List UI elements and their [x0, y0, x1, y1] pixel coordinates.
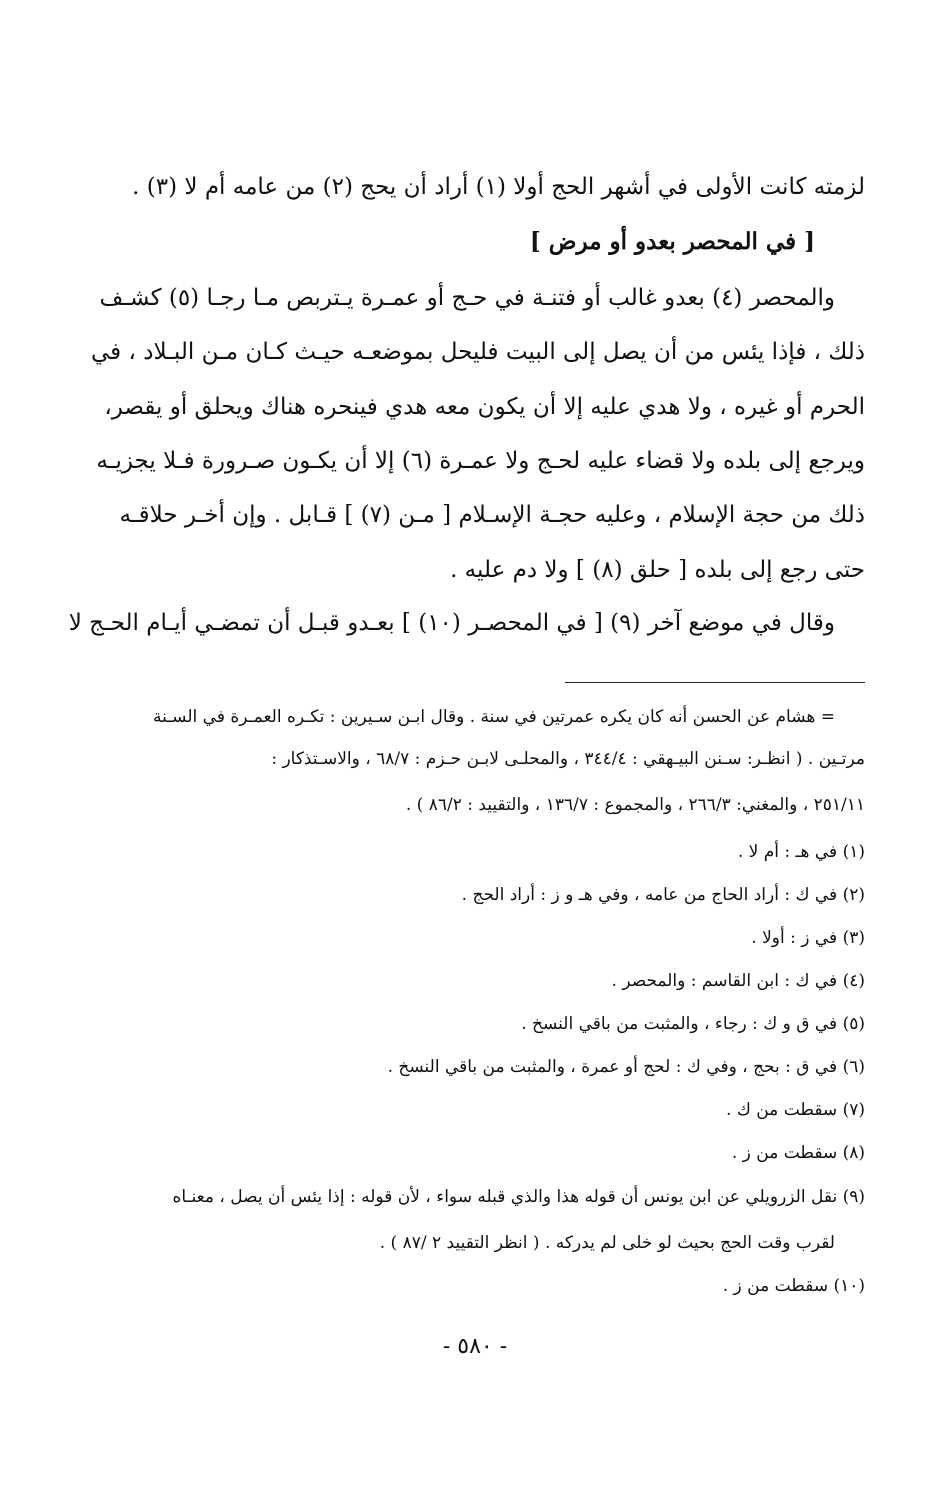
- body-line: ذلك ، فإذا يئس من أن يصل إلى البيت فليحل بموضعـه حيـث كـان مـن البـلاد ، في: [91, 339, 865, 365]
- page-number: - ٥٨٠ -: [442, 1334, 508, 1359]
- footnote-8: (٨) سقطت من ز .: [731, 1143, 865, 1163]
- footnote-7: (٧) سقطت من ك .: [726, 1100, 865, 1120]
- footnote-10: (١٠) سقطت من ز .: [722, 1276, 865, 1296]
- footnote-continuation: ٢٥١/١١ ، والمغني: ٢٦٦/٣ ، والمجموع : ١٣٦/٧ ، والتقييد : ٨٦/٢ ) .: [405, 795, 865, 815]
- footnote-5: (٥) في ق و ك : رجاء ، والمثبت من باقي النسخ .: [521, 1014, 865, 1034]
- footnote-3: (٣) في ز : أولا .: [751, 928, 865, 948]
- body-line: حتى رجع إلى بلده [ حلق (٨) ] ولا دم عليه .: [450, 557, 865, 583]
- footnote-continuation: مرتـين . ( انظـر: سـنن البيـهقي : ٣٤٤/٤ ، والمحلـى لابـن حـزم : ٦٨/٧ ، والاسـتذكار :: [271, 749, 865, 769]
- footnote-2: (٢) في ك : أراد الحاج من عامه ، وفي هـ و ز : أراد الحج .: [461, 885, 865, 905]
- footnote-separator: [565, 682, 865, 683]
- body-line: ويرجع إلى بلده ولا قضاء عليه لحـج ولا عمـرة (٦) إلا أن يكـون صـرورة فـلا يجزيـه: [96, 448, 865, 474]
- body-line: وقال في موضع آخر (٩) [ في المحصـر (١٠) ] بعـدو قبـل أن تمضـي أيـام الحـج لا: [68, 610, 835, 636]
- footnote-6: (٦) في ق : بحج ، وفي ك : لحج أو عمرة ، والمثبت من باقي النسخ .: [387, 1057, 865, 1077]
- body-line: ذلك من حجة الإسلام ، وعليه حجـة الإسـلام [ مـن (٧) ] قـابل . وإن أخـر حلاقـه: [119, 502, 865, 528]
- footnote-1: (١) في هـ : أم لا .: [737, 842, 865, 862]
- footnote-9-continuation: لقرب وقت الحج بحيث لو خلى لم يدركه . ( انظر التقييد ٢ /٨٧ ) .: [379, 1233, 835, 1253]
- body-line: الحرم أو غيره ، ولا هدي عليه إلا أن يكون معه هدي فينحره هناك ويحلق أو يقصر،: [104, 394, 865, 420]
- footnote-continuation: = هشام عن الحسن أنه كان يكره عمرتين في سنة . وقال ابـن سـيرين : تكـره العمـرة في السـنة: [152, 707, 835, 727]
- footnote-9: (٩) نقل الزرويلي عن ابن يونس أن قوله هذا والذي قبله سواء ، لأن قوله : إذا يئس أن يصل ، معنـاه: [172, 1187, 865, 1207]
- footnote-4: (٤) في ك : ابن القاسم : والمحصر .: [611, 971, 865, 991]
- body-line: لزمته كانت الأولى في أشهر الحج أولا (١) أراد أن يحج (٢) من عامه أم لا (٣) .: [132, 174, 865, 200]
- section-heading: [ في المحصر بعدو أو مرض ]: [529, 228, 815, 255]
- body-line: والمحصر (٤) بعدو غالب أو فتنـة في حـج أو عمـرة يـتربص مـا رجـا (٥) كشـف: [99, 285, 835, 311]
